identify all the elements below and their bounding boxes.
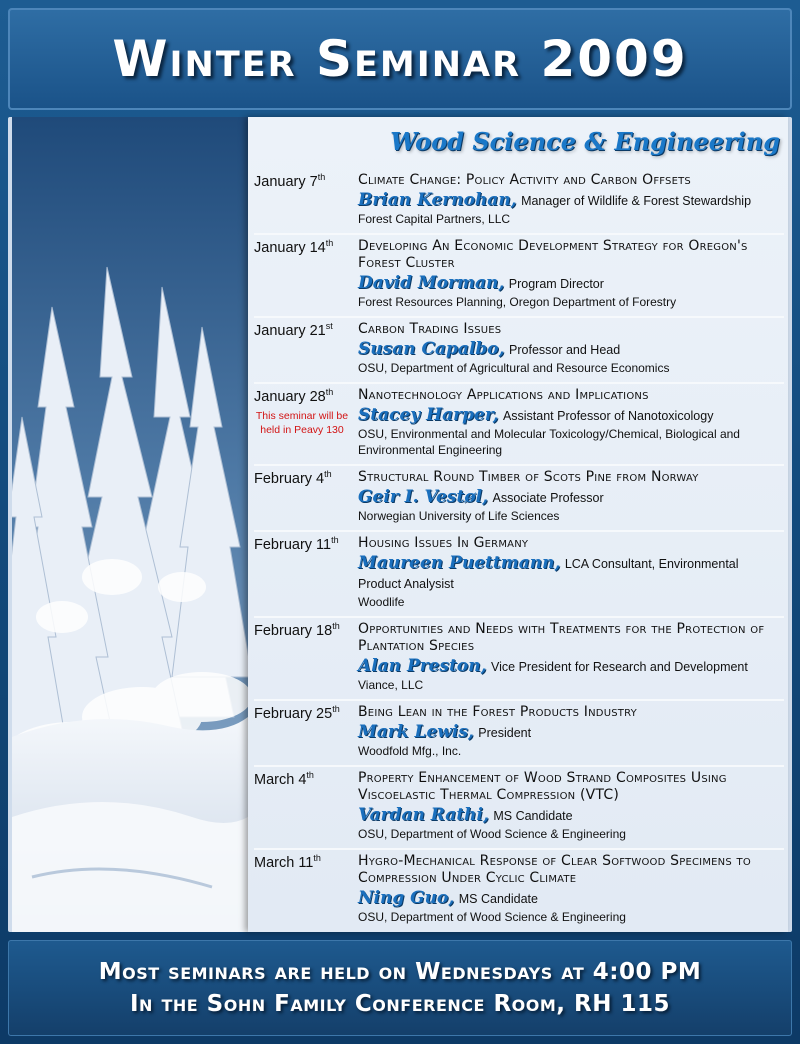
seminar-list bbox=[254, 169, 784, 931]
speaker-organization: Forest Resources Planning, Oregon Department of Forestry bbox=[358, 295, 677, 309]
speaker-organization: OSU, Department of Wood Science & Engineering bbox=[358, 827, 626, 841]
seminar-entry bbox=[254, 767, 784, 850]
seminar-entry bbox=[254, 466, 784, 532]
seminar-topic: Climate Change: Policy Activity and Carbon Offsets bbox=[358, 172, 691, 188]
seminar-date: January 7th bbox=[254, 172, 326, 190]
speaker-role: Assistant Professor of Nanotoxicology bbox=[502, 409, 714, 423]
location-note: This seminar will be held in Peavy 130 bbox=[255, 409, 349, 436]
seminar-entry bbox=[254, 618, 784, 701]
speaker-organization: Forest Capital Partners, LLC bbox=[358, 212, 511, 226]
footer-banner bbox=[8, 940, 792, 1036]
seminar-date: January 21st bbox=[254, 321, 333, 339]
speaker-name: Susan Capalbo, bbox=[358, 339, 505, 359]
seminar-entry bbox=[254, 532, 784, 618]
schedule-panel bbox=[248, 117, 788, 932]
speaker-organization: Woodfold Mfg., Inc. bbox=[358, 744, 462, 758]
speaker-name: David Morman, bbox=[358, 273, 505, 293]
seminar-topic: Opportunities and Needs with Treatments for the Protection of Plantation Species bbox=[358, 621, 765, 654]
seminar-date: March 11th bbox=[254, 853, 321, 871]
speaker-organization: OSU, Department of Agricultural and Resource Economics bbox=[358, 361, 670, 375]
seminar-topic: Hygro-Mechanical Response of Clear Softwood Specimens to Compression Under Cyclic Climate bbox=[358, 853, 751, 886]
speaker-organization: Norwegian University of Life Sciences bbox=[358, 509, 560, 523]
speaker-role: Vice President for Research and Development bbox=[491, 660, 748, 674]
seminar-date: January 14th bbox=[254, 238, 334, 256]
speaker-organization: Viance, LLC bbox=[358, 678, 424, 692]
speaker-role: Program Director bbox=[508, 277, 604, 291]
seminar-topic: Carbon Trading Issues bbox=[358, 321, 502, 337]
seminar-entry bbox=[254, 701, 784, 767]
speaker-name: Vardan Rathi, bbox=[358, 805, 489, 825]
speaker-organization: OSU, Department of Wood Science & Engineering bbox=[358, 910, 626, 924]
speaker-name: Stacey Harper, bbox=[358, 405, 499, 425]
seminar-date: January 28th bbox=[254, 387, 334, 405]
footer-line-location: In the Sohn Family Conference Room, RH 115 bbox=[129, 991, 671, 1017]
speaker-role: MS Candidate bbox=[493, 809, 573, 823]
seminar-entry bbox=[254, 169, 784, 235]
seminar-date: February 25th bbox=[254, 704, 340, 722]
snowy-trees-photo bbox=[12, 117, 248, 932]
seminar-topic: Housing Issues In Germany bbox=[358, 535, 529, 551]
speaker-name: Mark Lewis, bbox=[358, 722, 474, 742]
seminar-date: February 11th bbox=[254, 535, 339, 553]
seminar-date: February 18th bbox=[254, 621, 340, 639]
speaker-name: Geir I. Vestøl, bbox=[358, 487, 489, 507]
poster-title: Winter Seminar 2009 bbox=[112, 30, 688, 88]
speaker-name: Brian Kernohan, bbox=[358, 190, 517, 210]
speaker-name: Ning Guo, bbox=[358, 888, 455, 908]
seminar-topic: Developing An Economic Development Strategy for Oregon's Forest Cluster bbox=[358, 238, 748, 271]
seminar-date: March 4th bbox=[254, 770, 314, 788]
seminar-topic: Nanotechnology Applications and Implications bbox=[358, 387, 649, 403]
seminar-entry bbox=[254, 384, 784, 466]
speaker-name: Maureen Puettmann, bbox=[358, 553, 561, 573]
seminar-entry bbox=[254, 318, 784, 384]
speaker-role: Professor and Head bbox=[509, 343, 621, 357]
speaker-role: President bbox=[478, 726, 532, 740]
speaker-organization: OSU, Environmental and Molecular Toxicology/Chemical, Biological and Environmental Engineering bbox=[358, 427, 740, 457]
speaker-name: Alan Preston, bbox=[358, 656, 487, 676]
speaker-role: LCA Consultant, Environmental Product Analysist bbox=[358, 557, 739, 591]
speaker-organization: Woodlife bbox=[358, 595, 405, 609]
seminar-date: February 4th bbox=[254, 469, 332, 487]
seminar-topic: Being Lean in the Forest Products Industry bbox=[358, 704, 637, 720]
speaker-role: MS Candidate bbox=[458, 892, 538, 906]
seminar-topic: Property Enhancement of Wood Strand Composites Using Viscoelastic Thermal Compression (VTC) bbox=[358, 770, 727, 803]
seminar-topic: Structural Round Timber of Scots Pine from Norway bbox=[358, 469, 699, 485]
snowy-trees-image bbox=[12, 117, 248, 932]
seminar-entry bbox=[254, 235, 784, 318]
seminar-entry bbox=[254, 850, 784, 931]
department-name: Wood Science & Engineering bbox=[390, 127, 780, 156]
footer-line-time: Most seminars are held on Wednesdays at 4:00 PM bbox=[98, 959, 702, 985]
title-banner bbox=[8, 8, 792, 110]
speaker-role: Associate Professor bbox=[492, 491, 604, 505]
speaker-role: Manager of Wildlife & Forest Stewardship bbox=[521, 194, 752, 208]
